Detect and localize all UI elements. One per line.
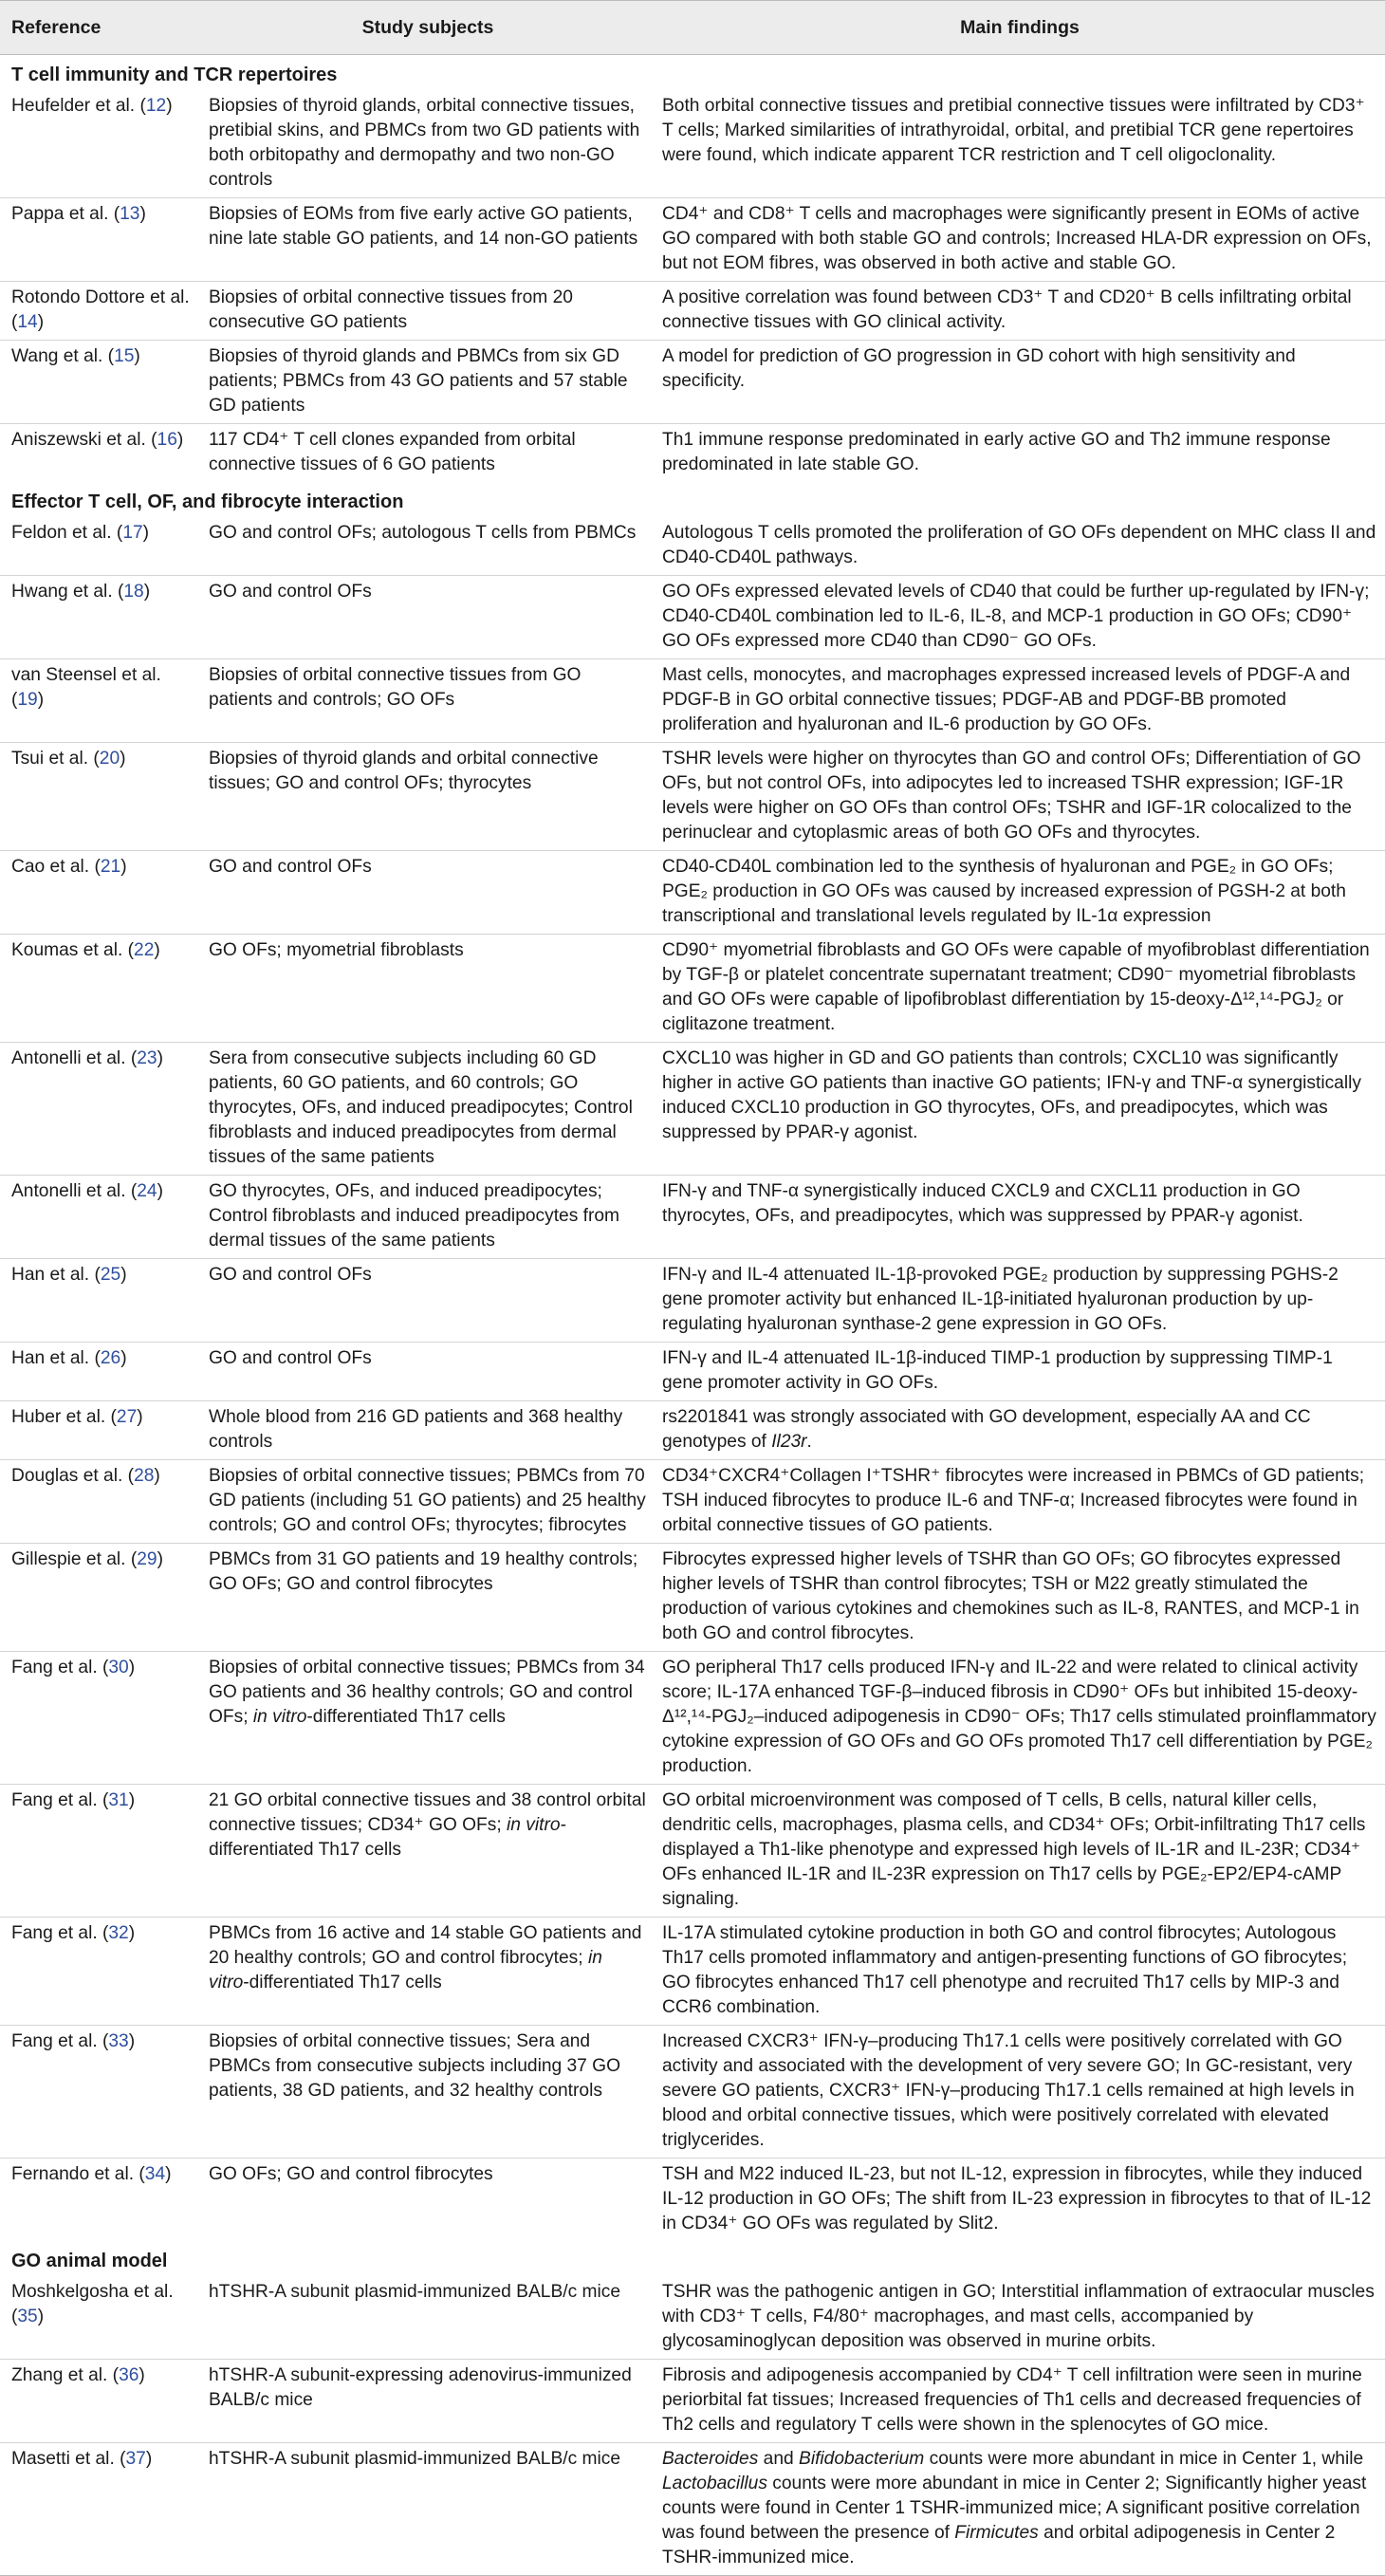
table-row [0, 341, 1385, 424]
section-row [0, 2241, 1385, 2276]
reference-cell: Feldon et al. (17) [0, 517, 201, 576]
citation-link[interactable]: 31 [108, 1790, 129, 1810]
reference-cell: Koumas et al. (22) [0, 935, 201, 1043]
citation-link[interactable]: 23 [137, 1048, 157, 1068]
reference-cell: Aniszewski et al. (16) [11, 430, 184, 450]
reference-cell: Fang et al. (30) [0, 1652, 201, 1785]
citation-link[interactable]: 30 [108, 1658, 129, 1677]
table-row [0, 1785, 1385, 1918]
main-findings-cell: TSHR was the pathogenic antigen in GO; Interstitial inflammation of extraocular muscles with CD3⁺ T cells, F4/80⁺ macrophages, and mast cells, accompanied by glycosaminoglycan deposition was observed in murine orbits. [655, 2276, 1385, 2360]
section-row [0, 482, 1385, 517]
table-row [0, 198, 1385, 282]
main-findings-cell: Fibrosis and adipogenesis accompanied by CD4⁺ T cell infiltration were seen in murine periorbital fat tissues; Increased frequencies of Th1 cells and decreased frequencies of Th2 cells and regulatory T cells were shown in the splenocytes of GO mice. [655, 2360, 1385, 2443]
citation-link[interactable]: 25 [100, 1265, 121, 1285]
table-row [0, 851, 1385, 935]
main-findings-cell: CXCL10 was higher in GD and GO patients than controls; CXCL10 was significantly higher in active GO patients than inactive GO patients; IFN-γ and TNF-α synergistically induced CXCL10 production in GO thyrocytes, OFs, and preadipocytes, which was suppressed by PPAR-γ agonist. [655, 1043, 1385, 1176]
table-row [0, 1544, 1385, 1652]
section-title: Effector T cell, OF, and fibrocyte interaction [11, 491, 404, 512]
table-row [0, 517, 1385, 576]
italic-term: Bacteroides [662, 2449, 759, 2469]
main-findings-cell: Mast cells, monocytes, and macrophages expressed increased levels of PDGF-A and PDGF-B in GO orbital connective tissues; PDGF-AB and PDGF-BB promoted proliferation and hyaluronan and IL-6 production by GO OFs. [655, 659, 1385, 743]
main-findings-cell: Increased CXCR3⁺ IFN-γ–producing Th17.1 cells were positively correlated with GO activity and associated with the development of very severe GO; In GC-resistant, very severe GO patients, CXCR3⁺ IFN-γ–producing Th17.1 cells remained at high levels in blood and orbital connective tissues, which were positively correlated with elevated triglycerides. [655, 2026, 1385, 2159]
table-row [0, 2443, 1385, 2576]
citation-link[interactable]: 27 [116, 1407, 138, 1427]
study-subjects-cell: hTSHR-A subunit plasmid-immunized BALB/c mice [201, 2443, 655, 2576]
study-subjects-cell: Biopsies of orbital connective tissues; PBMCs from 34 GO patients and 36 healthy controls; GO and control OFs; in vitro-differentiated Th17 cells [201, 1652, 655, 1785]
study-subjects-cell: Biopsies of thyroid glands and PBMCs from six GD patients; PBMCs from 43 GO patients and 57 stable GD patients [201, 341, 655, 424]
reference-cell: Heufelder et al. (12) [0, 90, 201, 198]
citation-link[interactable]: 19 [17, 690, 38, 710]
table-row [0, 935, 1385, 1043]
study-subjects-cell: Biopsies of orbital connective tissues; PBMCs from 70 GD patients (including 51 GO patients) and 25 healthy controls; GO and control OFs; thyrocytes; fibrocytes [201, 1460, 655, 1544]
main-findings-cell: TSHR levels were higher on thyrocytes than GO and control OFs; Differentiation of GO OFs, but not control OFs, into adipocytes led to increased TSHR expression; IGF-1R levels were higher on GO OFs than control OFs; TSHR and IGF-1R colocalized to the perinuclear and cytoplasmic areas of both GO OFs and thyrocytes. [655, 743, 1385, 851]
header-reference: Reference [0, 1, 201, 55]
table-row [0, 2026, 1385, 2159]
main-findings-cell: CD40-CD40L combination led to the synthesis of hyaluronan and PGE₂ in GO OFs; PGE₂ production in GO OFs was caused by increased expression of PGSH-2 at both transcriptional and translational levels regulated by IL-1α expression [655, 851, 1385, 935]
study-subjects-cell: GO thyrocytes, OFs, and induced preadipocytes; Control fibroblasts and induced preadipocytes from dermal tissues of the same patients [201, 1176, 655, 1259]
reference-cell: Masetti et al. (37) [0, 2443, 201, 2576]
section-title: T cell immunity and TCR repertoires [11, 65, 338, 85]
table-row [0, 1343, 1385, 1401]
table-header [0, 1, 1385, 55]
citation-link[interactable]: 20 [99, 749, 120, 769]
study-subjects-cell: GO and control OFs [201, 1259, 655, 1343]
study-subjects-cell: Biopsies of EOMs from five early active GO patients, nine late stable GO patients, and 14 non-GO patients [201, 198, 655, 282]
italic-term: Il23r [771, 1432, 807, 1452]
citation-link[interactable]: 33 [108, 2031, 129, 2051]
section-title: GO animal model [11, 2251, 168, 2271]
study-subjects-cell: Biopsies of orbital connective tissues; Sera and PBMCs from consecutive subjects including 37 GO patients, 38 GD patients, and 32 healthy controls [201, 2026, 655, 2159]
header-main-findings: Main findings [655, 1, 1385, 55]
study-subjects-cell: GO and control OFs [201, 576, 655, 659]
study-subjects-cell: PBMCs from 16 active and 14 stable GO patients and 20 healthy controls; GO and control fibrocytes; in vitro-differentiated Th17 cells [201, 1918, 655, 2026]
citation-link[interactable]: 13 [120, 204, 140, 224]
table-row [0, 1043, 1385, 1176]
study-subjects-cell: hTSHR-A subunit-expressing adenovirus-immunized BALB/c mice [201, 2360, 655, 2443]
table-row [0, 1259, 1385, 1343]
table-row [0, 90, 1385, 198]
reference-cell: Gillespie et al. (29) [0, 1544, 201, 1652]
reference-cell: Fernando et al. (34) [11, 2164, 172, 2184]
citation-link[interactable]: 28 [134, 1466, 155, 1486]
main-findings-cell: Th1 immune response predominated in early active GO and Th2 immune response predominated in late stable GO. [662, 430, 1331, 474]
citation-link[interactable]: 35 [17, 2307, 38, 2326]
citation-link[interactable]: 24 [137, 1181, 157, 1201]
study-subjects-cell: Biopsies of orbital connective tissues from 20 consecutive GO patients [201, 282, 655, 341]
table-row [0, 2360, 1385, 2443]
reference-cell: Zhang et al. (36) [0, 2360, 201, 2443]
reference-cell: Han et al. (26) [0, 1343, 201, 1401]
header-study-subjects: Study subjects [201, 1, 655, 55]
table-row [0, 424, 1385, 483]
table-row [0, 2276, 1385, 2360]
table-row [0, 2159, 1385, 2242]
reference-cell: Douglas et al. (28) [0, 1460, 201, 1544]
main-findings-cell: GO peripheral Th17 cells produced IFN-γ and IL-22 and were related to clinical activity score; IL-17A enhanced TGF-β–induced fibrosis in CD90⁺ OFs but inhibited 15-deoxy-Δ¹²,¹⁴-PGJ₂–induced adipogenesis in CD90⁻ OFs; Th17 cells stimulated proinflammatory cytokine expression of GO OFs and GO OFs promoted Th17 cell differentiation by PGE₂ production. [655, 1652, 1385, 1785]
reference-cell: Moshkelgosha et al. (35) [0, 2276, 201, 2360]
study-subjects-cell: GO OFs; myometrial fibroblasts [201, 935, 655, 1043]
study-subjects-cell: GO OFs; GO and control fibrocytes [209, 2164, 493, 2184]
main-findings-cell: IFN-γ and IL-4 attenuated IL-1β-induced TIMP-1 production by suppressing TIMP-1 gene promoter activity in GO OFs. [655, 1343, 1385, 1401]
main-findings-cell: IL-17A stimulated cytokine production in both GO and control fibrocytes; Autologous Th17 cells promoted inflammatory and antigen-presenting functions of GO fibrocytes; GO fibrocytes enhanced Th17 cell phenotype and recruited Th17 cells by MIP-3 and CCR6 combination. [655, 1918, 1385, 2026]
reference-cell: Han et al. (25) [0, 1259, 201, 1343]
reference-cell: Fang et al. (33) [0, 2026, 201, 2159]
citation-link[interactable]: 37 [125, 2449, 146, 2469]
study-subjects-cell: GO and control OFs [201, 1343, 655, 1401]
table-row [0, 659, 1385, 743]
citation-link[interactable]: 15 [114, 346, 135, 366]
section-row [0, 55, 1385, 91]
main-findings-cell: Both orbital connective tissues and pretibial connective tissues were infiltrated by CD3⁺ T cells; Marked similarities of intrathyroidal, orbital, and pretibial TCR gene repertoires were found, which indicate apparent TCR restriction and T cell oligoclonality. [655, 90, 1385, 198]
table-body [0, 55, 1385, 2576]
study-subjects-cell: GO and control OFs [201, 851, 655, 935]
citation-link[interactable]: 34 [144, 2164, 166, 2184]
table-row [0, 1652, 1385, 1785]
italic-term: Lactobacillus [662, 2474, 767, 2493]
citation-link[interactable]: 26 [100, 1348, 121, 1368]
table-row [0, 1918, 1385, 2026]
main-findings-cell: Fibrocytes expressed higher levels of TSHR than GO OFs; GO fibrocytes expressed higher levels of TSHR than control fibrocytes; TSH or M22 greatly stimulated the production of various cytokines and chemokines such as IL-8, RANTES, and MCP-1 in both GO and control fibrocytes. [655, 1544, 1385, 1652]
table-row [0, 576, 1385, 659]
study-subjects-cell: Biopsies of thyroid glands, orbital connective tissues, pretibial skins, and PBMCs from two GD patients with both orbitopathy and dermopathy and two non-GO controls [201, 90, 655, 198]
reference-cell: van Steensel et al. (19) [0, 659, 201, 743]
citation-link[interactable]: 14 [17, 312, 38, 332]
reference-cell: Antonelli et al. (23) [0, 1043, 201, 1176]
main-findings-cell: TSH and M22 induced IL-23, but not IL-12, expression in fibrocytes, while they induced IL-12 production in GO OFs; The shift from IL-23 expression in fibrocytes to that of IL-12 in CD34⁺ GO OFs was regulated by Slit2. [662, 2164, 1372, 2233]
italic-term: Bifidobacterium [799, 2449, 925, 2469]
main-findings-cell: A model for prediction of GO progression in GD cohort with high sensitivity and specificity. [655, 341, 1385, 424]
main-findings-cell: IFN-γ and IL-4 attenuated IL-1β-provoked PGE₂ production by suppressing PGHS-2 gene promoter activity but enhanced IL-1β-initiated hyaluronan production by up-regulating hyaluronan synthase-2 gene expression in GO OFs. [655, 1259, 1385, 1343]
main-findings-cell: IFN-γ and TNF-α synergistically induced CXCL9 and CXCL11 production in GO thyrocytes, OFs, and preadipocytes, which was suppressed by PPAR-γ agonist. [655, 1176, 1385, 1259]
citation-link[interactable]: 21 [100, 857, 121, 877]
citation-link[interactable]: 36 [119, 2365, 139, 2385]
table-row [0, 1460, 1385, 1544]
table-row [0, 1401, 1385, 1460]
study-subjects-cell: Sera from consecutive subjects including 60 GD patients, 60 GO patients, and 60 controls; GO thyrocytes, OFs, and induced preadipocytes; Control fibroblasts and induced preadipocytes from dermal tissues of the same patients [201, 1043, 655, 1176]
reference-cell: Rotondo Dottore et al. (14) [0, 282, 201, 341]
italic-term: in vitro [507, 1815, 561, 1835]
study-subjects-cell: 21 GO orbital connective tissues and 38 control orbital connective tissues; CD34⁺ GO OFs; in vitro-differentiated Th17 cells [201, 1785, 655, 1918]
table-row [0, 282, 1385, 341]
reference-cell: Wang et al. (15) [0, 341, 201, 424]
italic-term: in vitro [209, 1948, 602, 1992]
reference-cell: Huber et al. (27) [0, 1401, 201, 1460]
main-findings-cell: GO orbital microenvironment was composed of T cells, B cells, natural killer cells, dendritic cells, macrophages, plasma cells, and CD34⁺ OFs; Orbit-infiltrating Th17 cells displayed a Th1-like phenotype and expressed high levels of IL-1R and IL-23R; CD34⁺ OFs enhanced IL-1R and IL-23R expression on Th17 cells by PGE₂-EP2/EP4-cAMP signaling. [655, 1785, 1385, 1918]
reference-cell: Fang et al. (31) [0, 1785, 201, 1918]
citation-link[interactable]: 18 [123, 582, 144, 602]
citation-link[interactable]: 22 [134, 940, 155, 960]
study-subjects-cell: Whole blood from 216 GD patients and 368 healthy controls [201, 1401, 655, 1460]
study-subjects-cell: PBMCs from 31 GO patients and 19 healthy controls; GO OFs; GO and control fibrocytes [201, 1544, 655, 1652]
main-findings-cell: CD90⁺ myometrial fibroblasts and GO OFs were capable of myofibroblast differentiation by TGF-β or platelet concentrate supernatant treatment; CD90⁻ myometrial fibroblasts and GO OFs were capable of lipofibroblast differentiation by 15-deoxy-Δ¹²,¹⁴-PGJ₂ or ciglitazone treatment. [655, 935, 1385, 1043]
citation-link[interactable]: 16 [157, 430, 177, 450]
study-subjects-cell: GO and control OFs; autologous T cells from PBMCs [201, 517, 655, 576]
italic-term: Firmicutes [954, 2523, 1039, 2543]
main-findings-cell: GO OFs expressed elevated levels of CD40 that could be further up-regulated by IFN-γ; CD40-CD40L combination led to IL-6, IL-8, and MCP-1 production in GO OFs; CD90⁺ GO OFs expressed more CD40 than CD90⁻ GO OFs. [655, 576, 1385, 659]
reference-cell: Cao et al. (21) [0, 851, 201, 935]
reference-cell: Tsui et al. (20) [0, 743, 201, 851]
citation-link[interactable]: 12 [145, 96, 167, 116]
citation-link[interactable]: 32 [108, 1923, 129, 1943]
main-findings-cell: rs2201841 was strongly associated with GO development, especially AA and CC genotypes of Il23r. [655, 1401, 1385, 1460]
table-row [0, 743, 1385, 851]
reference-cell: Fang et al. (32) [0, 1918, 201, 2026]
italic-term: in vitro [252, 1707, 307, 1727]
main-findings-cell: A positive correlation was found between CD3⁺ T and CD20⁺ B cells infiltrating orbital connective tissues with GO clinical activity. [655, 282, 1385, 341]
study-subjects-cell: 117 CD4⁺ T cell clones expanded from orbital connective tissues of 6 GO patients [209, 430, 576, 474]
citation-link[interactable]: 17 [122, 523, 143, 543]
reference-cell: Antonelli et al. (24) [0, 1176, 201, 1259]
main-findings-cell: Autologous T cells promoted the proliferation of GO OFs dependent on MHC class II and CD40-CD40L pathways. [655, 517, 1385, 576]
reference-cell: Pappa et al. (13) [0, 198, 201, 282]
study-subjects-cell: Biopsies of orbital connective tissues from GO patients and controls; GO OFs [201, 659, 655, 743]
main-findings-cell: CD4⁺ and CD8⁺ T cells and macrophages were significantly present in EOMs of active GO compared with both stable GO and controls; Increased HLA-DR expression on OFs, but not EOM fibres, was observed in both active and stable GO. [655, 198, 1385, 282]
study-subjects-cell: hTSHR-A subunit plasmid-immunized BALB/c mice [201, 2276, 655, 2360]
citation-link[interactable]: 29 [137, 1549, 157, 1569]
main-findings-cell: CD34⁺CXCR4⁺Collagen I⁺TSHR⁺ fibrocytes were increased in PBMCs of GD patients; TSH induced fibrocytes to produce IL-6 and TNF-α; Increased fibrocytes were found in orbital connective tissues of GO patients. [655, 1460, 1385, 1544]
main-findings-cell: Bacteroides and Bifidobacterium counts were more abundant in mice in Center 1, while Lactobacillus counts were more abundant in mice in Center 2; Significantly higher yeast counts were found in Center 1 TSHR-immunized mice; A significant positive correlation was found between the presence of Firmicutes and orbital adipogenesis in Center 2 TSHR-immunized mice. [655, 2443, 1385, 2576]
study-subjects-cell: Biopsies of thyroid glands and orbital connective tissues; GO and control OFs; thyrocytes [201, 743, 655, 851]
table-row [0, 1176, 1385, 1259]
reference-cell: Hwang et al. (18) [0, 576, 201, 659]
